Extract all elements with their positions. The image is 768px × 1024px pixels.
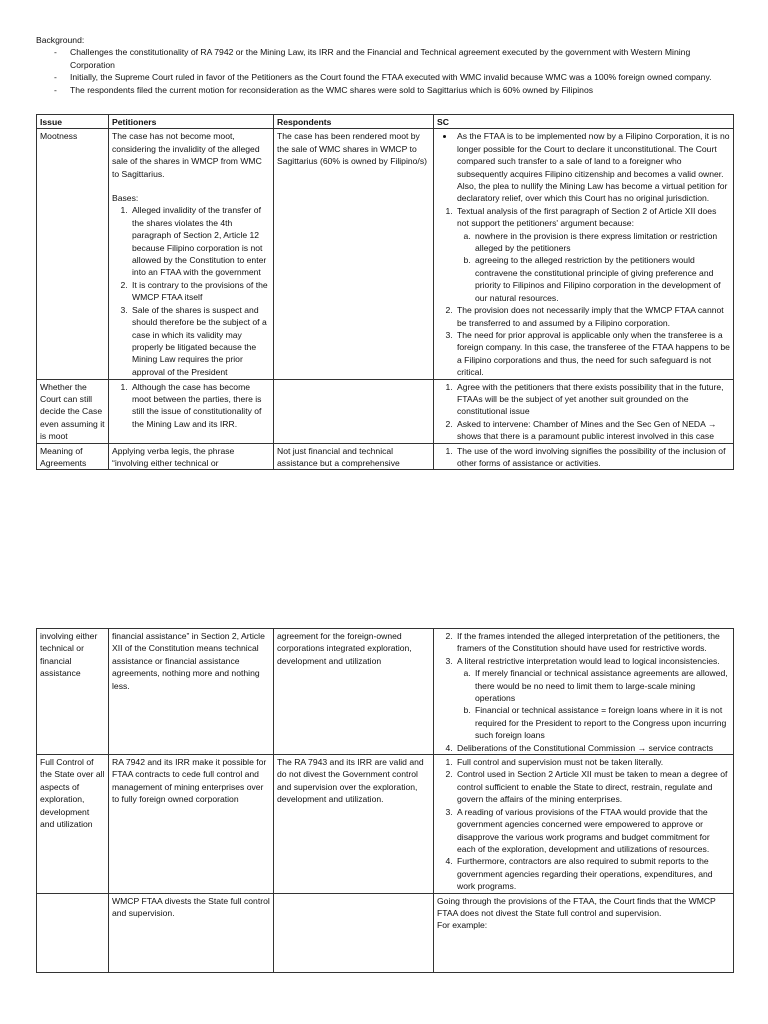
meaning-cont-sc: [434, 629, 734, 755]
decide-sc-item: 1. Agree with the petitioners that there exists possibility that in the future, FTAAs will be the subject of yet another suit grounded on the constitutional issue: [455, 381, 730, 418]
control-sc: [434, 755, 734, 893]
meaning-cont-sc-list: [437, 630, 730, 754]
meaning-cont-subitem: a. If merely financial or technical assistance agreements are allowed, there would be no need to limit them to large-scale mining operations: [473, 667, 730, 704]
control-petitioners: RA 7942 and its IRR make it possible for FTAA contracts to cede full control and management of mining enterprises over to fully foreign owned corporation: [109, 755, 274, 893]
mootness-sc: [434, 129, 734, 379]
mootness-sc-subitem: a. nowhere in the provision is there express limitation or restriction alleged by the petitioners: [473, 230, 730, 255]
background-bullet: - The respondents filed the current motion for reconsideration as the WMC shares were sold to Sagittarius which is 60% owned by Filipinos: [36, 84, 736, 96]
mootness-bases-label: Bases:: [112, 193, 139, 204]
decide-sc-list: [437, 381, 730, 443]
background-section: [36, 34, 736, 96]
meaning-cont-sc-item: 2. If the frames intended the alleged interpretation of the petitioners, the framers of the Constitution should have used for restrictive words.: [455, 630, 730, 655]
table-header-row: [37, 115, 734, 129]
background-bullet: - Challenges the constitutionality of RA 7942 or the Mining Law, its IRR and the Financial and Technical agreement executed by the government with Western Mining Corporation: [36, 46, 736, 71]
meaning-sc-list: [437, 445, 730, 470]
mootness-basis: 3. Sale of the shares is suspect and should therefore be the subject of a case in which its validity may properly be litigated because the Mining Law requires the prior approval of the President: [130, 304, 270, 378]
header-petitioners: Petitioners: [109, 115, 274, 129]
row-meaning-continued: [37, 629, 734, 755]
page-gap: [0, 556, 768, 626]
divest-issue: [37, 893, 109, 972]
meaning-respondents: Not just financial and technical assistance but a comprehensive: [274, 443, 434, 470]
mootness-petitioners: [109, 129, 274, 379]
page-2: [0, 626, 768, 1024]
meaning-cont-respondents: agreement for the foreign-owned corporations integrated exploration, development and utilization: [274, 629, 434, 755]
header-sc: SC: [434, 115, 734, 129]
background-heading: Background:: [36, 35, 85, 45]
control-sc-item: 2. Control used in Section 2 Article XII must be taken to mean a degree of control sufficient to enable the State to direct, restrain, regulate and govern the affairs of the mining enterprises.: [455, 768, 730, 805]
decide-petitioners: [109, 379, 274, 443]
meaning-issue: Meaning of Agreements: [37, 443, 109, 470]
background-list: [36, 46, 736, 96]
header-issue: Issue: [37, 115, 109, 129]
divest-respondents: [274, 893, 434, 972]
row-divest: [37, 893, 734, 972]
mootness-sc-subitem: b. agreeing to the alleged restriction by the petitioners would contravene the constitutional principle of giving preference and priority to Filipinos and Filipino corporation in the development of our natural resources.: [473, 254, 730, 304]
meaning-sc: [434, 443, 734, 470]
control-respondents: The RA 7943 and its IRR are valid and do not divest the Government control and supervision over the exploration, development and utilization.: [274, 755, 434, 893]
control-sc-item: 4. Furthermore, contractors are also required to submit reports to the government agencies regarding their operations, expenditures, and work programs.: [455, 855, 730, 892]
decide-issue: Whether the Court can still decide the Case even assuming it is moot: [37, 379, 109, 443]
decide-sc-item: 2. Asked to intervene: Chamber of Mines and the Sec Gen of NEDA → shows that there is a paramount public interest involved in this case: [455, 418, 730, 443]
meaning-cont-sc-item: 4. Deliberations of the Constitutional Commission → service contracts: [455, 742, 730, 754]
mootness-basis: 1. Alleged invalidity of the transfer of the shares violates the 4th paragraph of Section 2, Article 12 because Filipino corporation is not allowed by the Constitution to enter into an FTAA with the government: [130, 204, 270, 278]
meaning-sc-item: 1. The use of the word involving signifies the possibility of the inclusion of other forms of assistance or activities.: [455, 445, 730, 470]
mootness-pet-intro: The case has not become moot, considering the invalidity of the alleged sale of the shares in WMCP from WMC to Sagittarius.: [112, 131, 262, 179]
meaning-cont-sc-item: [455, 655, 730, 742]
control-sc-list: [437, 756, 730, 892]
divest-petitioners: WMCP FTAA divests the State full control and supervision.: [109, 893, 274, 972]
mootness-sc-item: 2. The provision does not necessarily imply that the WMCP FTAA cannot be transferred to and assumed by a Filipino corporation.: [455, 304, 730, 329]
control-sc-item: 3. A reading of various provisions of the FTAA would provide that the government agencies concerned were empowered to approve or disapprove the various work programs and budget commitment for each of the exploration, development and utilizations of resources.: [455, 806, 730, 856]
meaning-cont-issue: involving either technical or financial assistance: [37, 629, 109, 755]
divest-sc-para: Going through the provisions of the FTAA, the Court finds that the WMCP FTAA does not divest the State full control and supervision.: [437, 895, 716, 918]
divest-sc-example: For example:: [437, 920, 488, 931]
control-issue: Full Control of the State over all aspects of exploration, development and utilization: [37, 755, 109, 893]
meaning-cont-subitem: b. Financial or technical assistance = foreign loans where in it is not required for the President to report to the Congress upon incurring such foreign loans: [473, 704, 730, 741]
divest-sc: [434, 893, 734, 972]
issues-table-part-2: [36, 628, 734, 973]
meaning-cont-sublist: [457, 667, 730, 741]
row-decide-moot: [37, 379, 734, 443]
mootness-sc-bullet: • As the FTAA is to be implemented now by a Filipino Corporation, it is no longer possible for the Court to declare it unconstitutional. The Court compared such transfer to a sale of land to a foreigner who subsequently acquires Filipino citizenship and becomes a valid owner. Also, the plea to nullify the Mining Law has become a virtual petition for declaratory relief, over which this Court has no original jurisdiction.: [455, 130, 730, 204]
mootness-issue: Mootness: [37, 129, 109, 379]
mootness-sc-bullets: [437, 130, 730, 204]
row-full-control: [37, 755, 734, 893]
row-mootness: [37, 129, 734, 379]
decide-pet-list: [112, 381, 270, 431]
mootness-sc-sublist: [457, 230, 730, 304]
mootness-sc-item1: Textual analysis of the first paragraph of Section 2 of Article XII does not support the petitioners' argument because:: [457, 205, 717, 229]
issues-table-part-1: [36, 114, 734, 470]
meaning-petitioners: Applying verba legis, the phrase “involving either technical or: [109, 443, 274, 470]
decide-pet-item: 1. Although the case has become moot between the parties, there is still the issue of constitutionality of the Mining Law and its IRR.: [130, 381, 270, 431]
mootness-respondents: The case has been rendered moot by the sale of WMC shares in WMCP to Sagittarius (60% is owned by Filipino/s): [274, 129, 434, 379]
mootness-bases-list: [112, 204, 270, 378]
mootness-sc-list: [437, 205, 730, 379]
mootness-sc-item: 3. The need for prior approval is applicable only when the transferee is a foreign company. In this case, the transferee of the FTAA happens to be a Filipino corporations and thus, the need for such safeguard is not critical.: [455, 329, 730, 379]
mootness-sc-item: [455, 205, 730, 304]
background-bullet: - Initially, the Supreme Court ruled in favor of the Petitioners as the Court found the FTAA executed with WMC invalid because WMC was a 100% foreign owned company.: [36, 71, 736, 83]
decide-respondents: [274, 379, 434, 443]
header-respondents: Respondents: [274, 115, 434, 129]
meaning-cont-petitioners: financial assistance” in Section 2, Article XII of the Constitution means technical assistance or financial assistance agreements, nothing more and nothing less.: [109, 629, 274, 755]
meaning-cont-sc3: A literal restrictive interpretation would lead to logical inconsistencies.: [457, 655, 720, 666]
row-meaning-agreements: [37, 443, 734, 470]
control-sc-item: 1. Full control and supervision must not be taken literally.: [455, 756, 730, 768]
mootness-basis: 2. It is contrary to the provisions of the WMCP FTAA itself: [130, 279, 270, 304]
decide-sc: [434, 379, 734, 443]
